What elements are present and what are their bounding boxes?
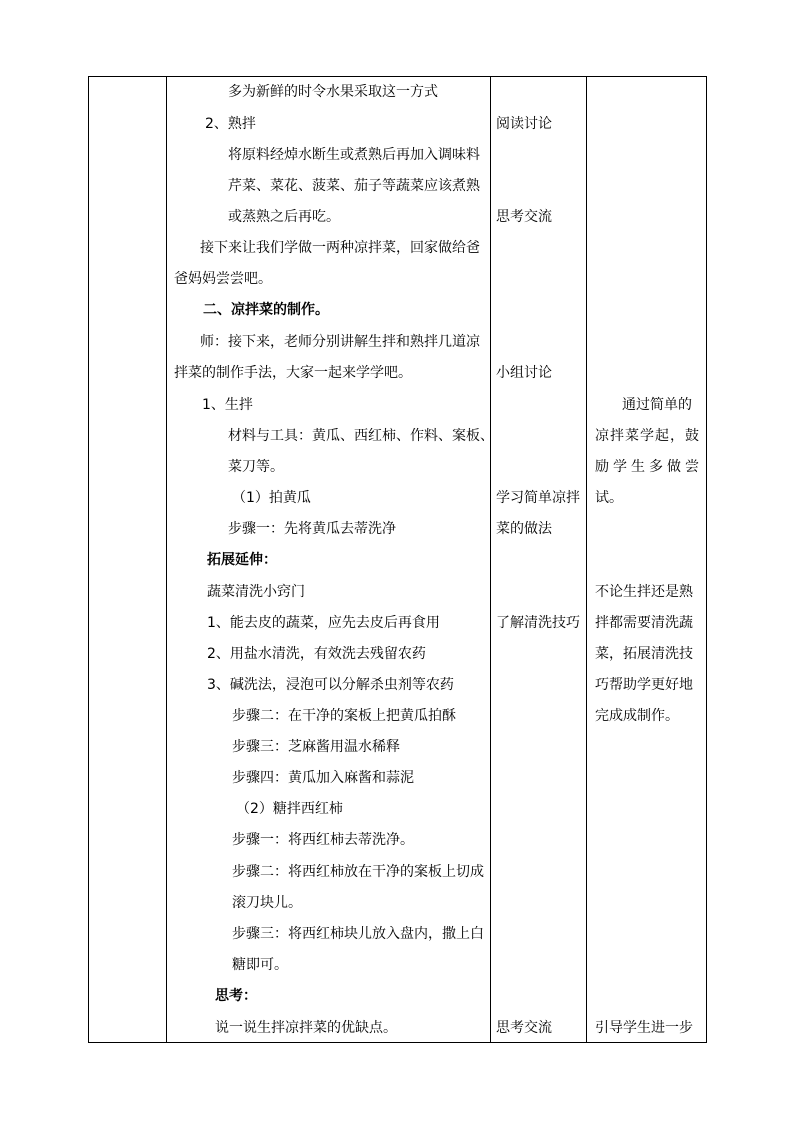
content-line: 步骤一：先将黄瓜去蒂洗净 xyxy=(228,521,396,537)
column-divider xyxy=(586,77,587,1042)
intent-line: 拌都需要清洗蔬 xyxy=(595,615,693,631)
content-line: 步骤四：黄瓜加入麻酱和蒜泥 xyxy=(232,770,414,786)
intent-line: 试。 xyxy=(595,490,623,506)
activity-cell: 小组讨论 xyxy=(496,365,552,381)
content-line: 菜刀等。 xyxy=(228,459,284,475)
content-line: 滚刀块儿。 xyxy=(232,895,302,911)
section-heading: 思考： xyxy=(215,988,257,1004)
activity-cell: 思考交流 xyxy=(496,209,552,225)
content-line: 1、生拌 xyxy=(202,397,253,413)
content-line: 将原料经焯水断生或煮熟后再加入调味料 xyxy=(228,147,480,163)
content-line: 步骤三：芝麻酱用温水稀释 xyxy=(232,739,400,755)
intent-line: 不论生拌还是熟 xyxy=(595,584,693,600)
content-line: 接下来让我们学做一两种凉拌菜，回家做给爸 xyxy=(200,240,480,256)
intent-line: 引导学生进一步 xyxy=(595,1020,693,1036)
intent-line: 凉拌菜学起，鼓 xyxy=(595,428,699,444)
content-line: （1）拍黄瓜 xyxy=(232,490,311,506)
content-line: 1、能去皮的蔬菜，应先去皮后再食用 xyxy=(207,615,440,631)
intent-line: 菜，拓展清洗技 xyxy=(595,646,693,662)
content-line: 爸妈妈尝尝吧。 xyxy=(174,271,272,287)
activity-cell: 思考交流 xyxy=(496,1020,552,1036)
activity-cell: 阅读讨论 xyxy=(496,116,552,132)
content-line: 步骤三：将西红柿块儿放入盘内，撒上白 xyxy=(232,926,484,942)
intent-line: 励学生多做尝 xyxy=(595,459,699,475)
content-line: （2）糖拌西红柿 xyxy=(236,801,343,817)
activity-cell: 了解清洗技巧 xyxy=(496,615,580,631)
content-line: 多为新鲜的时令水果采取这一方式 xyxy=(228,84,438,100)
content-line: 拌菜的制作手法，大家一起来学学吧。 xyxy=(174,365,412,381)
column-divider xyxy=(490,77,491,1042)
content-line: 2、熟拌 xyxy=(205,116,256,132)
content-line: 芹菜、菜花、菠菜、茄子等蔬菜应该煮熟 xyxy=(228,178,480,194)
content-line: 步骤一：将西红柿去蒂洗净。 xyxy=(232,832,414,848)
column-divider xyxy=(166,77,167,1042)
content-line: 步骤二：将西红柿放在干净的案板上切成 xyxy=(232,864,484,880)
content-line: 步骤二：在干净的案板上把黄瓜拍酥 xyxy=(232,708,456,724)
content-line: 或蒸熟之后再吃。 xyxy=(228,209,340,225)
section-heading: 拓展延伸： xyxy=(207,552,277,568)
activity-cell: 学习简单凉拌 xyxy=(496,490,580,506)
intent-line: 巧帮助学更好地 xyxy=(595,677,693,693)
content-line: 2、用盐水清洗，有效洗去残留农药 xyxy=(207,646,426,662)
content-line: 3、碱洗法，浸泡可以分解杀虫剂等农药 xyxy=(207,677,454,693)
lesson-plan-table xyxy=(88,76,707,1043)
intent-line: 完成成制作。 xyxy=(595,708,679,724)
content-line: 糖即可。 xyxy=(232,957,288,973)
content-line: 蔬菜清洗小窍门 xyxy=(207,584,305,600)
intent-line: 通过简单的 xyxy=(622,397,692,413)
content-line: 说一说生拌凉拌菜的优缺点。 xyxy=(215,1020,397,1036)
activity-cell: 菜的做法 xyxy=(496,521,552,537)
content-line: 师：接下来，老师分别讲解生拌和熟拌几道凉 xyxy=(200,334,480,350)
content-line: 材料与工具：黄瓜、西红柿、作料、案板、 xyxy=(228,428,494,444)
section-heading: 二、凉拌菜的制作。 xyxy=(203,302,329,318)
